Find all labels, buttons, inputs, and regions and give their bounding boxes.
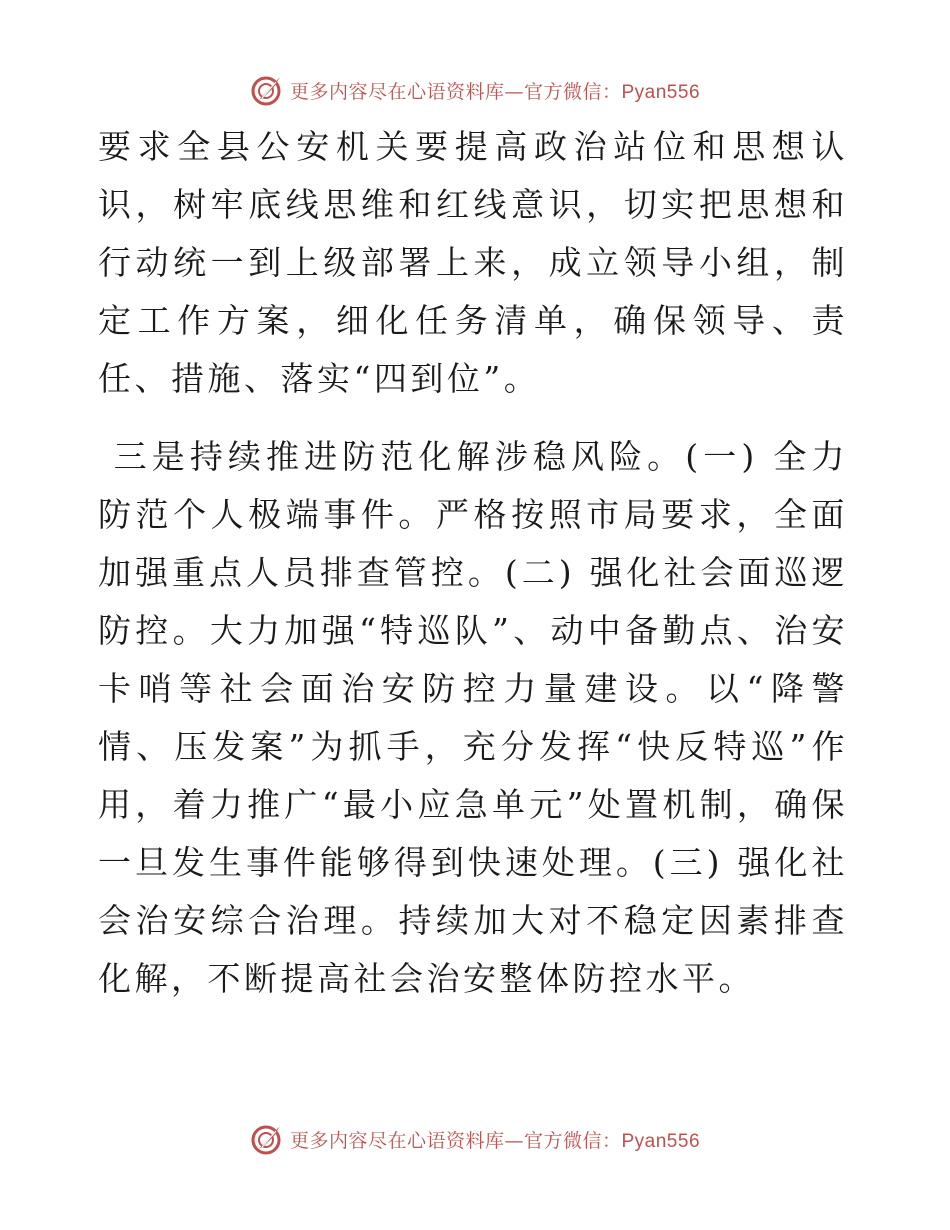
paragraph-2: 三是持续推进防范化解涉稳风险。(一) 全力防范个人极端事件。严格按照市局要求，全面加强重点人员排查管控。(二) 强化社会面巡逻防控。大力加强“特巡队”、动中备勤点、治安卡哨等社会面治安防控力量建设。以“降警情、压发案”为抓手，充分发挥“快反特巡”作用，着力推广“最小应急单元”处置机制，确保一旦发生事件能够得到快速处理。(三) 强化社会治安综合治理。持续加大对不稳定因素排查化解，不断提高社会治安整体防控水平。	[98, 437, 848, 998]
quill-pen-logo-icon	[250, 73, 284, 107]
watermark-text: 更多内容尽在心语资料库—官方微信：Pyan556	[289, 80, 701, 103]
paragraph-1: 要求全县公安机关要提高政治站位和思想认识，树牢底线思维和红线意识，切实把思想和行动统一到上级部署上来，成立领导小组，制定工作方案，细化任务清单，确保领导、责任、措施、落实“四到位”。	[98, 127, 848, 398]
quill-pen-logo-icon	[250, 1122, 284, 1156]
watermark-text: 更多内容尽在心语资料库—官方微信：Pyan556	[289, 1129, 701, 1152]
document-body	[98, 118, 848, 1008]
header-watermark	[0, 70, 950, 110]
footer-watermark	[0, 1119, 950, 1159]
